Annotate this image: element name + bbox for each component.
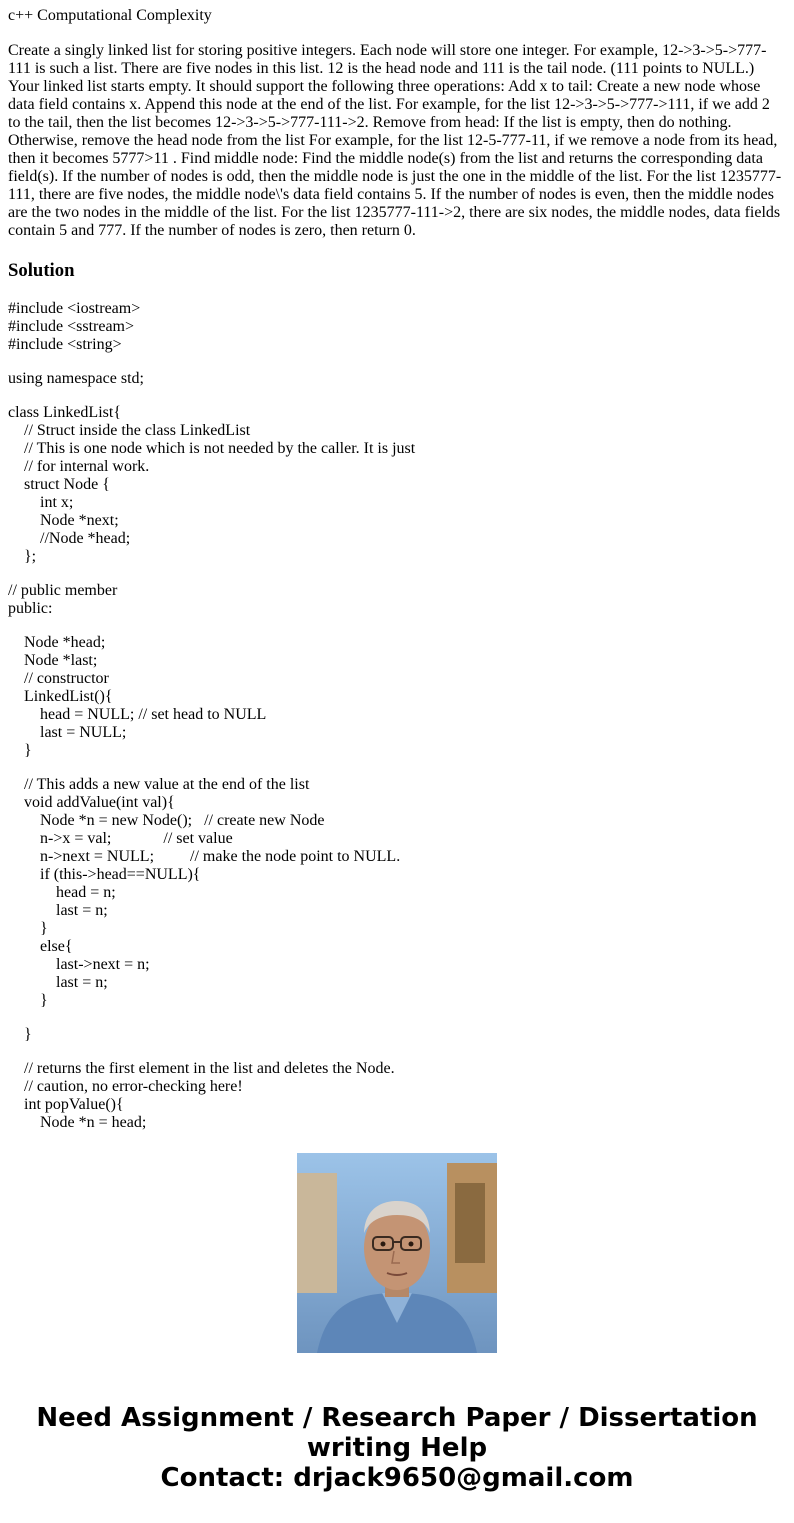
code-line: last = n; [8,974,108,991]
code-line [8,760,786,776]
document-content [8,0,786,1131]
code-line: // constructor [8,670,109,687]
code-line: else{ [8,938,73,955]
code-line: last->next = n; [8,956,150,973]
code-line: //Node *head; [8,530,131,547]
code-line: // Struct inside the class LinkedList [8,422,251,439]
code-line: // for internal work. [8,458,150,475]
promo-line-1: Need Assignment / Research Paper / Dissertation [36,1403,758,1433]
problem-statement: Create a singly linked list for storing positive integers. Each node will store one integer. For example, 12->3->5->777-111 is such a list. There are five nodes in this list. 12 is the head node and 111 is the tail node. (111 points to NULL.) Your linked list starts empty. It should support the following three operations: Add x to tail: Create a new node whose data field contains x. Append this node at the end of the list. For example, for the list 12->3->5->777->111, if we add 2 to the tail, then the list becomes 12->3->5->777-111->2. Remove from head: If the list is empty, then do nothing. Otherwise, remove the head node from the list For example, for the list 12-5-777-11, if we remove a node from its head, then it becomes 5777>11 . Find middle node: Find the middle node(s) from the list and returns the corresponding data field(s). If the number of nodes is odd, then the middle node is just the one in the middle of the list. For the list 1235777-111, there are five nodes, the middle node\'s data field contains 5. If the number of nodes is even, then the middle nodes are the two nodes in the middle of the list. For the list 1235777-111->2, there are six nodes, the middle nodes, data fields contain 5 and 777. If the number of nodes is zero, then return 0. [8,42,782,239]
code-line: }; [8,548,37,565]
code-line [8,1010,786,1026]
code-block [8,300,786,1132]
page-title: c++ Computational Complexity [8,7,212,24]
code-line: } [8,1026,32,1043]
code-line: #include <iostream> [8,300,141,317]
code-line: n->next = NULL; // make the node point to NULL. [8,848,401,865]
code-line [8,1044,786,1060]
code-line: int x; [8,494,74,511]
code-line: struct Node { [8,476,110,493]
author-photo [297,1153,497,1353]
solution-heading: Solution [8,260,75,281]
code-line: head = n; [8,884,116,901]
code-line: head = NULL; // set head to NULL [8,706,267,723]
code-line [8,618,786,634]
code-line: class LinkedList{ [8,404,121,421]
promo-line-2: writing Help [306,1433,488,1463]
code-line: Node *head; [8,634,106,651]
code-line: // This adds a new value at the end of the list [8,776,310,793]
code-line: last = NULL; [8,724,127,741]
code-line: using namespace std; [8,370,144,387]
code-line: n->x = val; // set value [8,830,233,847]
code-line: // public member [8,582,118,599]
code-line: int popValue(){ [8,1096,124,1113]
code-line: last = n; [8,902,108,919]
code-line: } [8,920,48,937]
promo-footer [0,1403,794,1493]
code-line: #include <sstream> [8,318,135,335]
code-line: // caution, no error-checking here! [8,1078,243,1095]
code-line: Node *n = head; [8,1114,147,1131]
code-line: // returns the first element in the list and deletes the Node. [8,1060,395,1077]
code-line: LinkedList(){ [8,688,113,705]
code-line: public: [8,600,53,617]
code-line: } [8,742,32,759]
code-line: Node *next; [8,512,119,529]
code-line: if (this->head==NULL){ [8,866,201,883]
code-line [8,566,786,582]
code-line: #include <string> [8,336,122,353]
code-line: } [8,992,48,1009]
code-line: // This is one node which is not needed by the caller. It is just [8,440,416,457]
code-line: Node *n = new Node(); // create new Node [8,812,325,829]
code-line: void addValue(int val){ [8,794,175,811]
person-portrait-image [297,1153,497,1353]
code-line [8,388,786,404]
code-line [8,354,786,370]
code-line: Node *last; [8,652,98,669]
contact-line: Contact: drjack9650@gmail.com [160,1463,634,1493]
